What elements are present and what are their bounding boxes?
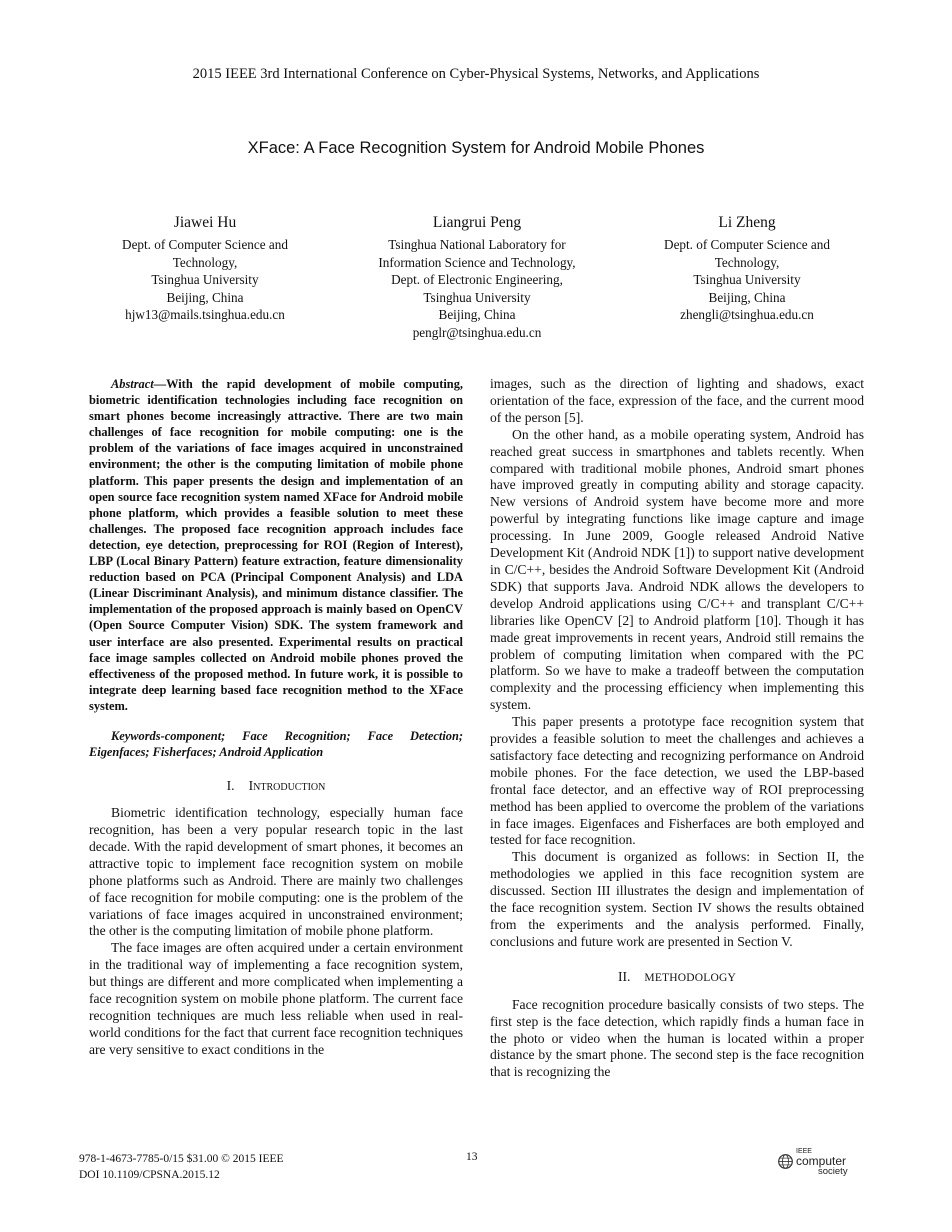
- logo-line-computer: computer: [796, 1154, 847, 1168]
- globe-icon: [777, 1153, 794, 1170]
- author-email: zhengli@tsinghua.edu.cn: [680, 307, 814, 323]
- affiliation-line: Technology,: [714, 254, 780, 270]
- conference-header: 2015 IEEE 3rd International Conference on Cyber-Physical Systems, Networks, and Applications: [192, 66, 760, 82]
- logo-wordmark: [796, 1147, 848, 1176]
- paper-title: XFace: A Face Recognition System for Android Mobile Phones: [247, 139, 705, 157]
- author-email: penglr@tsinghua.edu.cn: [412, 324, 542, 340]
- paragraph: Face recognition procedure basically consists of two steps. The first step is the face detection, which rapidly finds a human face in the photo or video when the human is located within a proper distance by the smart phone. The second step is the face recognition that is recognizing the: [490, 996, 864, 1080]
- affiliation-line: Dept. of Computer Science and: [664, 237, 830, 252]
- left-column: [89, 376, 463, 1059]
- affiliation-line: Tsinghua University: [423, 289, 531, 305]
- keywords: Keywords-component; Face Recognition; Face Detection; Eigenfaces; Fisherfaces; Android Application: [89, 728, 463, 760]
- affiliation-line: Dept. of Computer Science and: [122, 237, 288, 252]
- author-name: Liangrui Peng: [432, 214, 522, 231]
- section-heading-methodology: [490, 969, 864, 987]
- author-name: Jiawei Hu: [173, 214, 237, 231]
- section-number: I.: [226, 778, 235, 794]
- footer-isbn: 978-1-4673-7785-0/15 $31.00 © 2015 IEEE: [79, 1153, 284, 1165]
- affiliation-line: Beijing, China: [438, 307, 516, 323]
- affiliation-line: Tsinghua National Laboratory for: [388, 237, 566, 252]
- section-number: II.: [617, 968, 631, 984]
- footer-doi: DOI 10.1109/CPSNA.2015.12: [79, 1169, 220, 1181]
- abstract-text: —With the rapid development of mobile computing, biometric identification technologies including face recognition on smart phones become increasingly attractive. There are two main challenges of face recognition for mobile computing: one is the problem of the variations of face images acquired in unconstrained environment; the other is the computing limitation of mobile phone platform. This paper presents the design and implementation of an open source face recognition system named XFace for Android mobile phone platform, which provides a feasible solution to meet these challenges. The proposed face recognition approach includes face detection, eye detection, preprocessing for ROI (Region of Interest), LBP (Local Binary Pattern) feature extraction, feature dimensionality reduction based on PCA (Principal Component Analysis) and LDA (Linear Discriminant Analysis), and minimum distance classifier. The implementation of the proposed approach is mainly based on OpenCV (Open Source Computer Vision) SDK. The system framework and user interface are also presented. Experimental results on practical face image samples collected on Android mobile phones proved the effectiveness of the proposed method. In future work, it is possible to integrate deep learning based face recognition method to the XFace system.: [89, 377, 463, 713]
- affiliation-line: Information Science and Technology,: [378, 254, 576, 270]
- affiliation-line: Beijing, China: [708, 289, 786, 305]
- ieee-computer-society-logo: [777, 1147, 848, 1176]
- paragraph: On the other hand, as a mobile operating system, Android has reached great success in smartphones and tablets recently. When compared with traditional mobile phones, Android smart phones have improved greatly in computing ability and storage capacity. New versions of Android system have become more and more powerful by integrating functions like image capture and image processing. In June 2009, Google released Android Native Development Kit (Android NDK [1]) to support native development in C/C++, besides the Android Software Development Kit (Android SDK) that supports Java. Android NDK allows the developers to develop Android applications using C/C++ and transplant C/C++ libraries like OpenCV [2] to Android platform [10]. Though it has made great improvements in recent years, Android still remains the problem of computing limitation when compared with the PC platform. So we have to make a tradeoff between the computation complexity and the processing efficiency when implementing this system.: [490, 426, 864, 713]
- paragraph: This paper presents a prototype face recognition system that provides a feasible solution to meet the challenges and achieves a satisfactory face detecting and recognizing performance on Android mobile phones. For the face detection, we used the LBP-based frontal face detector, and an effective way of ROI preprocessing method has been applied to overcome the problem of the variations in face images. Eigenfaces and Fisherfaces are both employed and tested for face recognition.: [490, 714, 864, 848]
- section-title: METHODOLOGY: [644, 971, 737, 984]
- page-number: 13: [466, 1151, 478, 1163]
- author-name: Li Zheng: [718, 214, 776, 231]
- author-block-hu: [80, 213, 330, 324]
- abstract: [89, 376, 463, 714]
- logo-line-society: society: [818, 1166, 848, 1177]
- author-block-peng: [352, 213, 602, 342]
- abstract-label: Abstract: [111, 377, 154, 391]
- paragraph: This document is organized as follows: in Section II, the methodologies we applied in this face recognition system are discussed. Section III illustrates the design and implementation of the face recognition system. Section IV shows the results obtained from the experiments and the analysis performed. Finally, conclusions and future work are presented in Section V.: [490, 849, 864, 949]
- affiliation-line: Beijing, China: [166, 289, 244, 305]
- footer-copyright: [79, 1151, 284, 1183]
- logo-line-ieee: IEEE: [796, 1148, 812, 1155]
- paragraph: Biometric identification technology, especially human face recognition, has been a very popular research topic in the last decade. With the rapid development of smart phones, it becomes an attractive topic to implement face recognition system on mobile phone platforms such as Android. There are mainly two challenges of face recognition for mobile computing: one is the problem of the variations of face images acquired in unconstrained environment; the other is the computing limitation of mobile phone platform.: [89, 805, 463, 939]
- affiliation-line: Tsinghua University: [693, 272, 801, 288]
- paragraph-continuation: images, such as the direction of lighting and shadows, exact orientation of the face, expression of the face, and the current mood of the person [5].: [490, 376, 864, 425]
- author-block-zheng: [622, 213, 872, 324]
- right-column: [490, 376, 864, 1081]
- paragraph: The face images are often acquired under a certain environment in the traditional way of implementing a face recognition system, but things are different and more complicated when implementing a face recognition system on mobile phone platform. The current face recognition techniques are much less reliable when used in real-world conditions for the fact that current face recognition techniques are very sensitive to exact conditions in the: [89, 940, 463, 1057]
- affiliation-line: Tsinghua University: [151, 272, 259, 288]
- section-title: Introduction: [248, 778, 326, 794]
- affiliation-line: Technology,: [172, 254, 238, 270]
- affiliation-line: Dept. of Electronic Engineering,: [391, 272, 563, 288]
- author-email: hjw13@mails.tsinghua.edu.cn: [125, 307, 285, 323]
- section-heading-introduction: [89, 778, 463, 795]
